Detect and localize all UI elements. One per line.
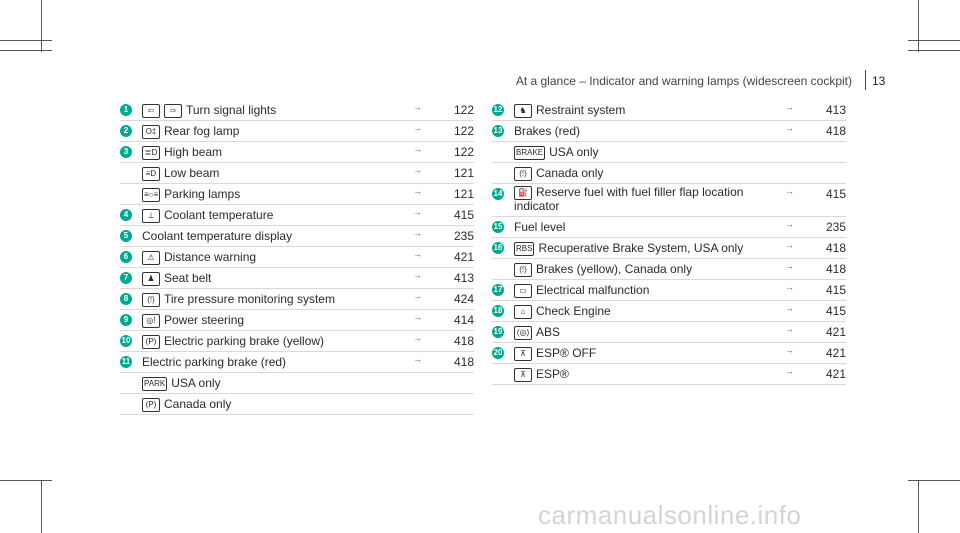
- page-reference-link[interactable]: 421: [453, 250, 474, 264]
- lamp-label-text: Coolant temperature: [164, 208, 274, 222]
- reference-arrow-icon: →: [785, 186, 794, 196]
- item-number-badge: 13: [493, 126, 503, 135]
- header-divider: [865, 70, 866, 90]
- page-reference-link[interactable]: 415: [825, 304, 846, 318]
- table-row: [492, 364, 846, 385]
- item-number-badge: 17: [493, 285, 503, 294]
- lamp-label-text: ABS: [536, 325, 561, 339]
- page-reference-link[interactable]: 421: [825, 367, 846, 381]
- page-reference-link[interactable]: 413: [825, 103, 846, 117]
- lamp-label: [142, 100, 276, 120]
- reference-arrow-icon: →: [413, 354, 422, 364]
- reference-arrow-icon: →: [413, 270, 422, 280]
- page-header: [0, 74, 960, 90]
- indicator-lamp-icon: ⇨: [164, 104, 182, 118]
- lamp-label: [514, 343, 596, 363]
- lamp-label-text: Brakes (yellow), Canada only: [536, 262, 693, 276]
- item-number-badge: 18: [493, 306, 503, 315]
- crop-mark: [0, 40, 52, 41]
- lamp-label-text: Canada only: [164, 397, 232, 411]
- reference-arrow-icon: →: [413, 123, 422, 133]
- item-number-badge: 12: [493, 105, 503, 114]
- indicator-lamp-icon: ≡○≡: [142, 188, 160, 202]
- reference-arrow-icon: →: [413, 186, 422, 196]
- indicator-lamp-icon: ♞: [514, 104, 532, 118]
- lamp-label: [142, 184, 240, 204]
- table-row: [120, 394, 474, 415]
- page-reference-link[interactable]: 418: [825, 124, 846, 138]
- item-number-badge: 3: [120, 146, 132, 158]
- indicator-lamp-icon: (P): [142, 398, 160, 412]
- item-number-badge: 15: [493, 222, 503, 231]
- lamp-label: [514, 186, 754, 213]
- lamp-label-text: USA only: [171, 376, 221, 390]
- crop-mark: [0, 480, 52, 481]
- lamp-label-text: Reserve fuel with fuel filler flap location indicator: [514, 185, 744, 213]
- indicator-lamp-icon: PARK: [142, 377, 167, 391]
- indicator-lamp-icon: ⌂: [514, 305, 532, 319]
- indicator-lamp-icon: ⇦: [142, 104, 160, 118]
- page-reference-link[interactable]: 122: [453, 145, 474, 159]
- indicator-lamp-icon: ▭: [514, 284, 532, 298]
- crop-mark: [918, 480, 919, 533]
- page-reference-link[interactable]: 414: [453, 313, 474, 327]
- lamp-label: [142, 394, 231, 414]
- reference-arrow-icon: →: [413, 102, 422, 112]
- item-number-badge: 20: [493, 348, 503, 357]
- lamp-label-text: Check Engine: [536, 304, 611, 318]
- page-reference-link[interactable]: 421: [825, 325, 846, 339]
- page-reference-link[interactable]: 235: [825, 220, 846, 234]
- page-reference-link[interactable]: 415: [825, 283, 846, 297]
- lamp-label: [142, 142, 222, 162]
- lamp-label-text: Canada only: [536, 166, 604, 180]
- page-reference-link[interactable]: 235: [453, 229, 474, 243]
- lamp-label-text: Tire pressure monitoring system: [164, 292, 335, 306]
- reference-arrow-icon: →: [785, 261, 794, 271]
- table-row: [492, 184, 846, 217]
- indicator-lamp-icon: (P): [142, 335, 160, 349]
- lamp-label: [514, 142, 598, 162]
- item-number-badge: 5: [120, 230, 132, 242]
- lamp-label: [142, 352, 286, 372]
- crop-mark: [908, 40, 960, 41]
- lamp-label: [142, 310, 244, 330]
- lamp-label: [142, 331, 324, 351]
- reference-arrow-icon: →: [413, 228, 422, 238]
- indicator-lamp-icon: ◎!: [142, 314, 160, 328]
- watermark: carmanualsonline.info: [538, 500, 802, 530]
- page-reference-link[interactable]: 122: [453, 124, 474, 138]
- indicator-lamp-icon: BRAKE: [514, 146, 545, 160]
- reference-arrow-icon: →: [413, 312, 422, 322]
- indicator-lamp-icon: ⊼: [514, 368, 532, 382]
- lamp-label-text: Fuel level: [514, 220, 566, 234]
- lamp-label: [142, 268, 211, 288]
- item-number-badge: 8: [120, 293, 132, 305]
- page-reference-link[interactable]: 418: [825, 262, 846, 276]
- lamp-label: [142, 373, 221, 393]
- reference-arrow-icon: →: [413, 291, 422, 301]
- lamp-label: [514, 100, 625, 120]
- lamp-label: [142, 121, 239, 141]
- item-number-badge: 14: [493, 189, 503, 198]
- lamp-label: [514, 163, 603, 183]
- crop-mark: [918, 0, 919, 52]
- item-number-badge: 1: [120, 104, 132, 116]
- lamp-label-text: Electrical malfunction: [536, 283, 650, 297]
- indicator-lamp-icon: (!): [514, 263, 532, 277]
- lamp-label: [142, 289, 335, 309]
- page-reference-link[interactable]: 418: [825, 241, 846, 255]
- lamp-label-text: Power steering: [164, 313, 245, 327]
- reference-arrow-icon: →: [785, 123, 794, 133]
- lamp-label: [514, 301, 611, 321]
- reference-arrow-icon: →: [785, 219, 794, 229]
- indicator-lamp-icon: RBS: [514, 242, 534, 256]
- item-number-badge: 2: [120, 125, 132, 137]
- indicator-lamp-icon: ≡D: [142, 167, 160, 181]
- item-number-badge: 19: [493, 327, 503, 336]
- reference-arrow-icon: →: [413, 333, 422, 343]
- lamp-label-text: ESP®: [536, 367, 569, 381]
- indicator-lamp-icon: (◎): [514, 326, 532, 340]
- lamp-label: [514, 121, 580, 141]
- item-number-badge: 16: [493, 243, 503, 252]
- page-reference-link[interactable]: 413: [453, 271, 474, 285]
- lamp-label-text: Recuperative Brake System, USA only: [538, 241, 744, 255]
- lamp-label-text: ESP® OFF: [536, 346, 597, 360]
- indicator-lamp-icon: (!): [142, 293, 160, 307]
- left-column: [120, 100, 474, 415]
- indicator-lamp-icon: (!): [514, 167, 532, 181]
- reference-arrow-icon: →: [785, 282, 794, 292]
- crop-mark: [0, 50, 52, 51]
- lamp-label-text: Parking lamps: [164, 187, 241, 201]
- reference-arrow-icon: →: [413, 165, 422, 175]
- table-row: [492, 142, 846, 163]
- lamp-label: [514, 322, 560, 342]
- crop-mark: [41, 0, 42, 52]
- item-number-badge: 4: [120, 209, 132, 221]
- page-reference-link[interactable]: 122: [453, 103, 474, 117]
- lamp-label: [142, 163, 219, 183]
- reference-arrow-icon: →: [785, 366, 794, 376]
- lamp-label: [142, 247, 256, 267]
- page-reference-link[interactable]: 415: [453, 208, 474, 222]
- lamp-label: [142, 205, 273, 225]
- reference-arrow-icon: →: [785, 240, 794, 250]
- page-reference-link[interactable]: 121: [453, 166, 474, 180]
- lamp-label-text: Distance warning: [164, 250, 257, 264]
- lamp-label-text: USA only: [549, 145, 599, 159]
- lamp-label-text: Seat belt: [164, 271, 212, 285]
- reference-arrow-icon: →: [413, 144, 422, 154]
- lamp-label-text: Turn signal lights: [186, 103, 277, 117]
- lamp-label: [514, 238, 743, 258]
- page-number: 13: [872, 74, 886, 88]
- page-reference-link[interactable]: 415: [825, 187, 846, 201]
- reference-arrow-icon: →: [785, 324, 794, 334]
- lamp-label-text: High beam: [164, 145, 223, 159]
- item-number-badge: 9: [120, 314, 132, 326]
- indicator-lamp-icon: O‡: [142, 125, 160, 139]
- lamp-label: [514, 217, 565, 237]
- page-reference-link[interactable]: 121: [453, 187, 474, 201]
- page-title: At a glance – Indicator and warning lamps (widescreen cockpit): [515, 74, 852, 88]
- item-number-badge: 10: [121, 336, 131, 345]
- reference-arrow-icon: →: [785, 102, 794, 112]
- page-reference-link[interactable]: 424: [453, 292, 474, 306]
- lamp-label-text: Rear fog lamp: [164, 124, 240, 138]
- indicator-lamp-icon: ♟: [142, 272, 160, 286]
- table-row: [120, 352, 474, 373]
- lamp-label: [514, 280, 649, 300]
- lamp-label: [142, 226, 292, 246]
- page-reference-link[interactable]: 418: [453, 355, 474, 369]
- indicator-lamp-icon: ⊥: [142, 209, 160, 223]
- crop-mark: [908, 480, 960, 481]
- crop-mark: [908, 50, 960, 51]
- reference-arrow-icon: →: [413, 249, 422, 259]
- right-column: [492, 100, 846, 385]
- page-reference-link[interactable]: 418: [453, 334, 474, 348]
- table-row: [120, 373, 474, 394]
- lamp-label-text: Restraint system: [536, 103, 626, 117]
- indicator-lamp-icon: ⊼: [514, 347, 532, 361]
- reference-arrow-icon: →: [785, 345, 794, 355]
- indicator-lamp-icon: ≣D: [142, 146, 160, 160]
- lamp-label-text: Electric parking brake (red): [142, 355, 287, 369]
- lamp-label: [514, 364, 569, 384]
- indicator-lamp-icon: ⛽: [514, 186, 532, 200]
- crop-mark: [41, 480, 42, 533]
- lamp-label-text: Coolant temperature display: [142, 229, 293, 243]
- lamp-label-text: Low beam: [164, 166, 220, 180]
- reference-arrow-icon: →: [413, 207, 422, 217]
- lamp-label: [514, 259, 692, 279]
- page-reference-link[interactable]: 421: [825, 346, 846, 360]
- table-row: [492, 121, 846, 142]
- item-number-badge: 11: [121, 357, 131, 366]
- item-number-badge: 7: [120, 272, 132, 284]
- indicator-lamp-icon: ⚠: [142, 251, 160, 265]
- lamp-label-text: Brakes (red): [514, 124, 581, 138]
- item-number-badge: 6: [120, 251, 132, 263]
- reference-arrow-icon: →: [785, 303, 794, 313]
- lamp-label-text: Electric parking brake (yellow): [164, 334, 325, 348]
